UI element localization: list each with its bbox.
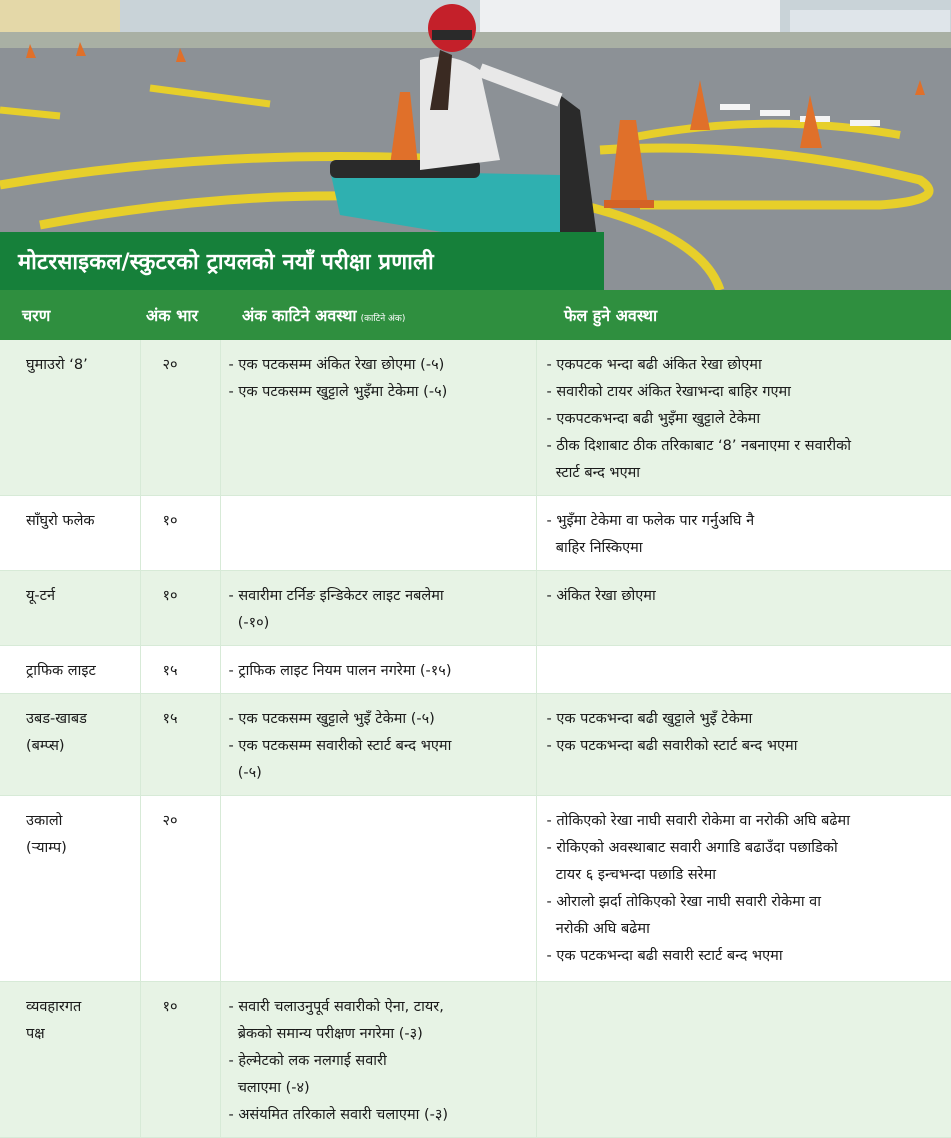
stage-cell [0,982,140,1138]
trial-rules-table [0,290,951,1138]
stage-cell [0,694,140,796]
fail-item: - ठीक दिशाबाट ठीक तरिकाबाट ‘8’ नबनाएमा र सवारीको [546,438,851,454]
deduction-item: (-१०) [228,615,270,631]
stage-cell [0,646,140,694]
table-row [0,340,951,496]
fail-item: - एकपटक भन्दा बढी अंकित रेखा छोएमा [546,357,762,373]
points-value: १५ [162,663,178,679]
points-cell [140,646,220,694]
fail-cell [536,694,951,796]
deduction-item: - एक पटकसम्म सवारीको स्टार्ट बन्द भएमा [228,738,452,754]
stage-label: ट्राफिक लाइट [26,663,96,679]
fail-cell [536,796,951,982]
title-banner [0,232,604,290]
table-body [0,340,951,1138]
banner-title: मोटरसाइकल/स्कुटरको ट्रायलको नयाँ परीक्षा प्रणाली [18,250,434,275]
deduction-item: - असंयमित तरिकाले सवारी चलाएमा (-३) [228,1107,449,1123]
fail-item: नरोकी अघि बढेमा [546,921,650,937]
deduction-item: - सवारीमा टर्निङ इन्डिकेटर लाइट नबलेमा [228,588,444,604]
stage-cell [0,796,140,982]
deduction-cell [220,796,536,982]
stage-label: पक्ष [26,1026,45,1042]
points-value: २० [162,813,178,829]
table-row [0,694,951,796]
fail-cell [536,646,951,694]
deduction-item: - एक पटकसम्म खुट्टाले भुइँ टेकेमा (-५) [228,711,435,727]
stage-label: (बम्प्स) [26,738,65,754]
stage-label: उकालो [26,813,63,829]
deduction-item: - हेल्मेटको लक नलगाई सवारी [228,1053,387,1069]
deduction-cell [220,571,536,646]
header-deduction-label: अंक काटिने अवस्था [242,306,357,325]
points-cell [140,340,220,496]
points-value: २० [162,357,178,373]
stage-cell [0,340,140,496]
deduction-item: - एक पटकसम्म अंकित रेखा छोएमा (-५) [228,357,445,373]
table-row [0,496,951,571]
points-cell [140,496,220,571]
points-cell [140,982,220,1138]
table-row [0,796,951,982]
stage-label: उबड-खाबड [26,711,87,727]
stage-label: घुमाउरो ‘8’ [26,357,88,373]
table-row [0,571,951,646]
fail-item: बाहिर निस्किएमा [546,540,643,556]
deduction-item: - ट्राफिक लाइट नियम पालन नगरेमा (-१५) [228,663,452,679]
table-header-row [0,290,951,340]
deduction-cell [220,496,536,571]
fail-item: - अंकित रेखा छोएमा [546,588,656,604]
fail-item: - सवारीको टायर अंकित रेखाभन्दा बाहिर गएमा [546,384,791,400]
fail-cell [536,982,951,1138]
deduction-item: (-५) [228,765,262,781]
fail-item: - एक पटकभन्दा बढी सवारीको स्टार्ट बन्द भएमा [546,738,798,754]
table-row [0,646,951,694]
deduction-cell [220,982,536,1138]
points-cell [140,571,220,646]
fail-cell [536,340,951,496]
header-stage: चरण [0,290,140,340]
header-points: अंक भार [140,290,220,340]
deduction-item: - सवारी चलाउनुपूर्व सवारीको ऐना, टायर, [228,999,444,1015]
fail-item: - ओरालो झर्दा तोकिएको रेखा नाघी सवारी रोकेमा वा [546,894,821,910]
stage-label: व्यवहारगत [26,999,82,1015]
hero-photo [0,0,951,290]
deduction-item: चलाएमा (-४) [228,1080,310,1096]
deduction-cell [220,340,536,496]
header-deduction [220,290,536,340]
points-value: १० [162,588,178,604]
points-value: १० [162,999,178,1015]
points-cell [140,796,220,982]
deduction-cell [220,694,536,796]
points-value: १५ [162,711,178,727]
points-value: १० [162,513,178,529]
fail-item: स्टार्ट बन्द भएमा [546,465,641,481]
fail-item: - तोकिएको रेखा नाघी सवारी रोकेमा वा नरोकी अघि बढेमा [546,813,850,829]
fail-item: - एक पटकभन्दा बढी सवारी स्टार्ट बन्द भएमा [546,948,783,964]
deduction-cell [220,646,536,694]
fail-item: टायर ६ इन्चभन्दा पछाडि सरेमा [546,867,716,883]
stage-cell [0,571,140,646]
fail-cell [536,496,951,571]
stage-label: यू-टर्न [26,588,55,604]
fail-item: - एक पटकभन्दा बढी खुट्टाले भुइँ टेकेमा [546,711,753,727]
fail-item: - भुइँमा टेकेमा वा फलेक पार गर्नुअघि नै [546,513,755,529]
fail-item: - एकपटकभन्दा बढी भुइँमा खुट्टाले टेकेमा [546,411,761,427]
stage-label: साँघुरो फलेक [26,513,95,529]
stage-label: (र्‍याम्प) [26,840,67,856]
deduction-item: ब्रेकको समान्य परीक्षण नगरेमा (-३) [228,1026,423,1042]
header-deduction-note: (काटिने अंक) [360,314,406,324]
header-fail: फेल हुने अवस्था [536,290,951,340]
fail-cell [536,571,951,646]
table-row [0,982,951,1138]
deduction-item: - एक पटकसम्म खुट्टाले भुइँमा टेकेमा (-५) [228,384,448,400]
fail-item: - रोकिएको अवस्थाबाट सवारी अगाडि बढाउँदा पछाडिको [546,840,838,856]
points-cell [140,694,220,796]
stage-cell [0,496,140,571]
